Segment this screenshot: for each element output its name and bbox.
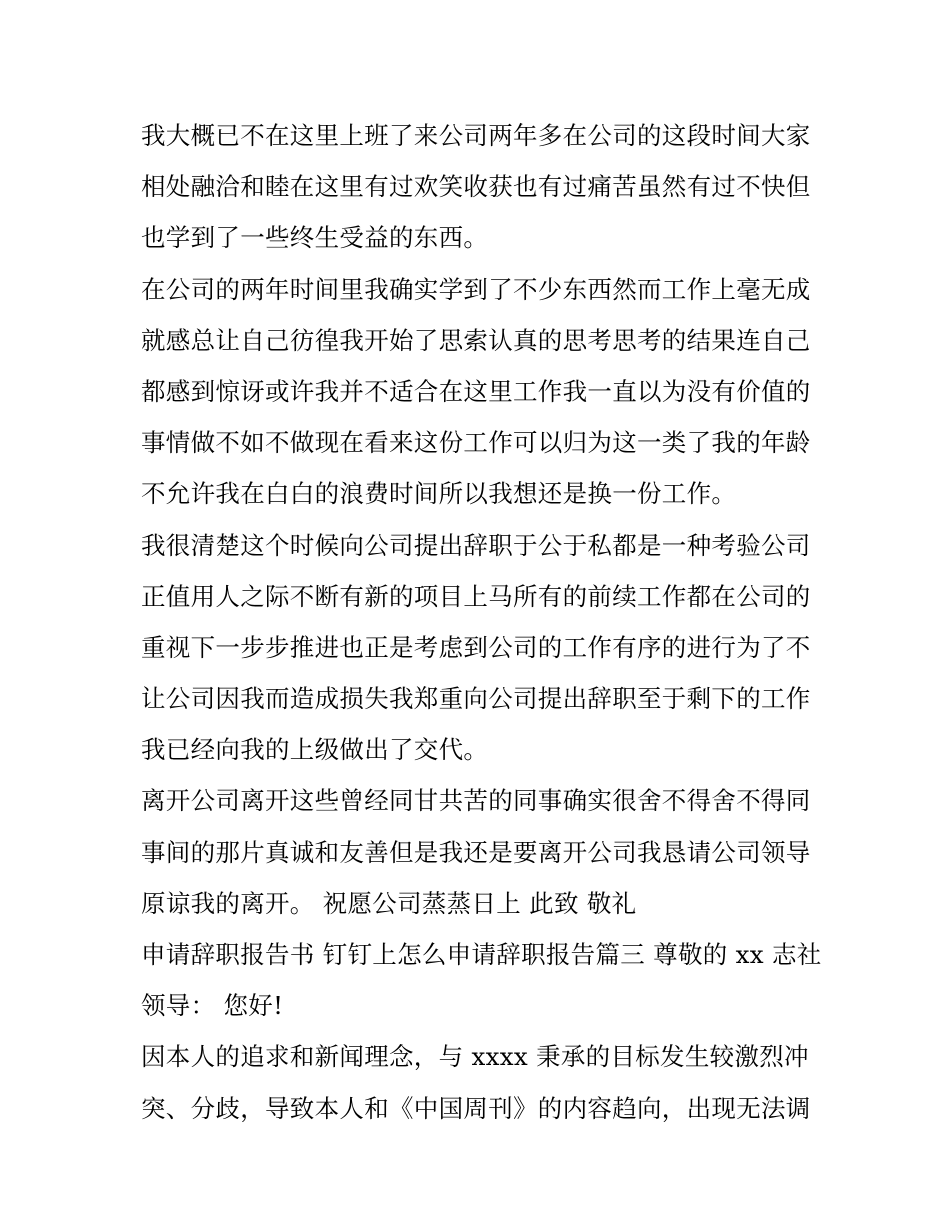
text-line: 突、分歧，导致本人和《中国周刊》的内容趋向，出现无法调	[141, 1093, 811, 1123]
text-line: 事间的那片真诚和友善但是我还是要离开公司我恳请公司领导	[141, 837, 811, 867]
text-line: 离开公司离开这些曾经同甘共苦的同事确实很舍不得舍不得同	[141, 786, 811, 816]
text-line: 也学到了一些终生受益的东西。	[141, 223, 489, 253]
text-line: 正值用人之际不断有新的项目上马所有的前续工作都在公司的	[141, 581, 811, 611]
text-line: 我大概已不在这里上班了来公司两年多在公司的这段时间大家	[141, 121, 811, 150]
text-line: 都感到惊讶或许我并不适合在这里工作我一直以为没有价值的	[141, 376, 811, 406]
text-line: 我很清楚这个时候向公司提出辞职于公于私都是一种考验公司	[141, 530, 811, 560]
text-line: 事情做不如不做现在看来这份工作可以归为这一类了我的年龄	[141, 428, 811, 458]
document-body	[141, 110, 821, 1134]
text-line: 原谅我的离开。 祝愿公司蒸蒸日上 此致 敬礼	[141, 888, 637, 918]
text-line: 相处融洽和睦在这里有过欢笑收获也有过痛苦虽然有过不快但	[141, 172, 811, 202]
text-line: 就感总让自己彷徨我开始了思索认真的思考思考的结果连自己	[141, 325, 811, 355]
text-line: 在公司的两年时间里我确实学到了不少东西然而工作上毫无成	[141, 274, 811, 304]
text-line: 因本人的追求和新闻理念，与 xxxx 秉承的目标发生较激烈冲	[141, 1042, 809, 1072]
text-line: 申请辞职报告书 钉钉上怎么申请辞职报告篇三 尊敬的 xx 志社	[141, 940, 822, 969]
text-line: 不允许我在白白的浪费时间所以我想还是换一份工作。	[141, 479, 737, 509]
text-line: 重视下一步步推进也正是考虑到公司的工作有序的进行为了不	[141, 632, 811, 662]
text-line: 我已经向我的上级做出了交代。	[141, 735, 489, 765]
text-line: 领导： 您好!	[141, 991, 284, 1021]
text-line: 让公司因我而造成损失我郑重向公司提出辞职至于剩下的工作	[141, 684, 811, 714]
